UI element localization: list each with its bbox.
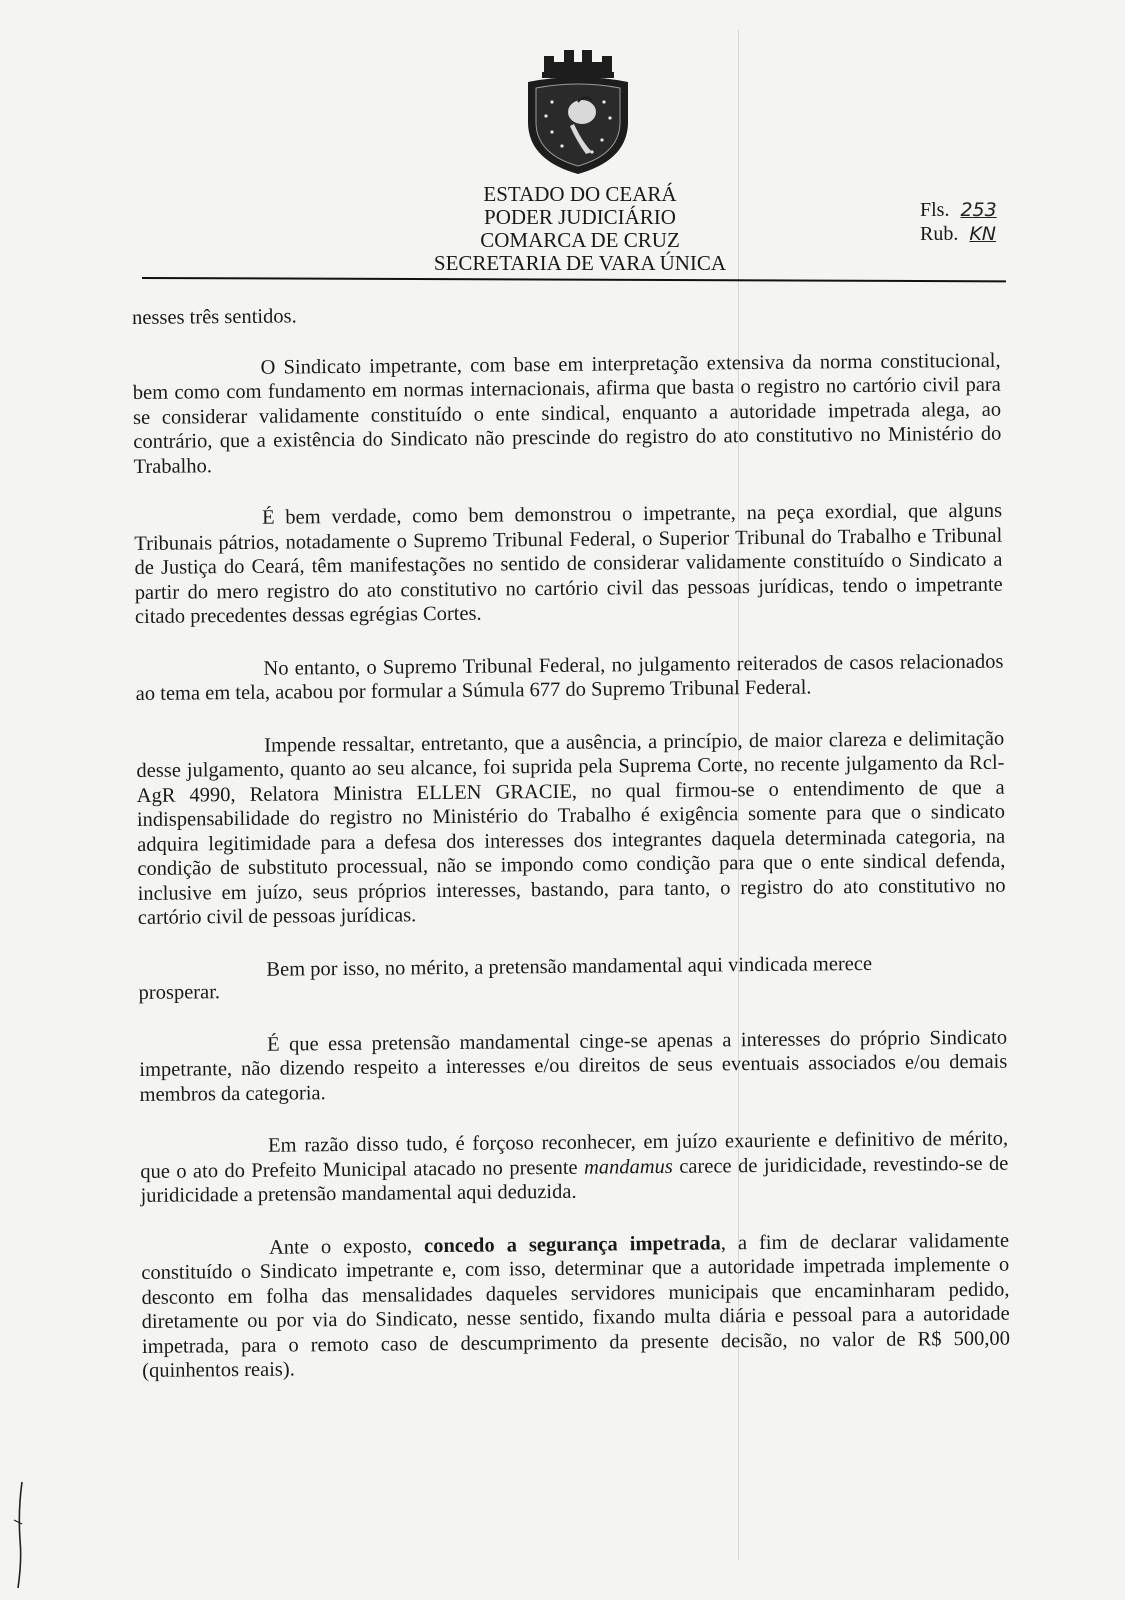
folio-initials-label: Rub.: [920, 223, 959, 245]
folio-stamp: [920, 198, 997, 246]
conclusion-mandamus: mandamus: [583, 1155, 673, 1179]
folio-initials-row: [920, 222, 997, 246]
paragraph-conclusion: [140, 1127, 1009, 1209]
folio-page-label: Fls.: [920, 199, 950, 221]
paragraph-continuation: nesses três sentidos.: [132, 305, 297, 329]
handwritten-margin-mark-icon: [8, 1480, 32, 1590]
paragraph-merit-end: prosperar.: [138, 981, 221, 1004]
ruling-grant: concedo a segurança impetrada: [423, 1231, 721, 1257]
folio-page-row: [920, 198, 997, 222]
paragraph-sumula-677: No entanto, o Supremo Tribunal Federal, no julgamento reiterados de casos relacionados ao tema em tela, acabou por formular a Súmula 677 do Supremo Tribunal Federal.: [135, 650, 1004, 705]
ceara-coat-of-arms-icon: [522, 42, 634, 178]
paragraph-rcl-agr-4990: Impende ressaltar, entretanto, que a ausência, a princípio, de maior clareza e delimitação desse julgamento, quanto ao seu alcance, foi suprida pela Suprema Corte, no recente julgamento da Rcl-AgR 4990, Relatora Ministra ELLEN GRACIE, no qual firmou-se o entendimento de que a indispensabilidade do registro no Ministério do Trabalho é exigência somente para que o sindicato adquira legitimidade para a defesa dos interesses dos integrantes daquela determinada categoria, na condição de substituto processual, não se impondo como condição para que o ente sindical defenda, inclusive em juízo, seus próprios interesses, bastando, para tanto, o registro do ato constitutivo no cartório civil de pessoas jurídicas.: [136, 727, 1006, 929]
paragraph-court-precedents: É bem verdade, como bem demonstrou o impetrante, na peça exordial, que alguns Tribunais pátrios, notadamente o Supremo Tribunal Federal, o Superior Tribunal do Trabalho e Tribunal de Justiça do Ceará, têm manifestações no sentido de considerar validamente constituído o Sindicato a partir do mero registro do ato constitutivo no cartório civil das pessoas jurídicas, tendo o impetrante citado precedentes dessas egrégias Cortes.: [134, 499, 1003, 628]
header-state: ESTADO DO CEARÁ: [483, 182, 677, 206]
conclusion-text-end: carece de juridicidade, revestindo-se de juridicidade a pretensão mandamental aqui deduzida.: [140, 1152, 1009, 1207]
ruling-text-end: , a fim de declarar validamente constituído o Sindicato impetrante e, com isso, determinar que a autoridade impetrada implemente o desconto em folha das mensalidades daqueles servidores municipais que encaminharam pedido, diretamente ou por via do Sindicato, nesse sentido, fixando multa diária e pessoal para a autoridade impetrada, para o remoto caso de descumprimento da presente decisão, no valor de R$ 500,00 (quinhentos reais).: [141, 1229, 1011, 1382]
header-secretariat: SECRETARIA DE VARA ÚNICA: [433, 251, 727, 275]
header-divider: [142, 277, 1006, 282]
paragraph-merit: Bem por isso, no mérito, a pretensão mandamental aqui vindicada merece: [266, 952, 873, 981]
header-district: COMARCA DE CRUZ: [480, 228, 680, 252]
header-judiciary: PODER JUDICIÁRIO: [484, 205, 676, 229]
document-body: [132, 298, 1011, 1412]
folio-initials: KN: [969, 223, 997, 245]
folio-page-number: 253: [960, 199, 997, 221]
conclusion-text-start: Em razão disso tudo, é forçoso reconhecer, em juízo exauriente e definitivo de mérito, que o ato do Prefeito Municipal atacado no presente: [140, 1127, 1009, 1183]
court-header: [380, 183, 780, 275]
ruling-text-start: Ante o exposto,: [268, 1234, 425, 1259]
paragraph-ruling: [141, 1228, 1010, 1383]
paragraph-union-claim: O Sindicato impetrante, com base em interpretação extensiva da norma constitucional, bem como com fundamento em normas internacionais, afirma que basta o registro no cartório civil para se considerar validamente constituído o ente sindical, enquanto a autoridade impetrada alega, ao contrário, que a existência do Sindicato não prescinde do registro do ato constitutivo no Ministério do Trabalho.: [132, 349, 1002, 478]
paragraph-own-interests: É que essa pretensão mandamental cinge-se apenas a interesses do próprio Sindicato impetrante, não dizendo respeito a interesses e/ou direitos de seus eventuais associados e/ou demais membros da categoria.: [139, 1026, 1008, 1106]
